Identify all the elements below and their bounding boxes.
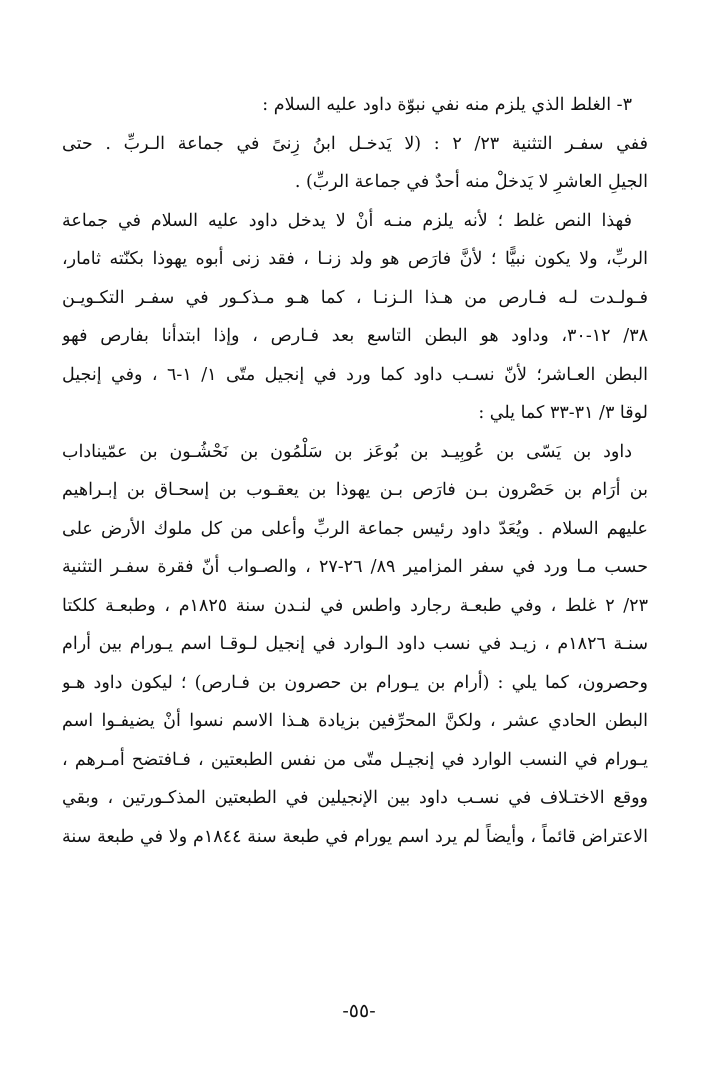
page-number: -٥٥- xyxy=(342,1000,376,1022)
genealogy-line: داود بن يَسّى بن عُوبِيـد بن بُوعَز بن سَلْمُون بن نَحْشُـون بن عمّيناداب xyxy=(62,441,632,462)
text-line: عليهم السلام . ويُعَدّ داود رئيس جماعة الربِّ وأعلى من كل ملوك الأرض على xyxy=(62,518,648,539)
section-heading: ٣- الغلط الذي يلزم منه نفي نبوّة داود عليه السلام : xyxy=(262,95,632,115)
text-line: ففي سفـر التثنية ٢٣/ ٢ : (لا يَدخـل ابنُ زِنىً في جماعة الـربِّ . حتى xyxy=(62,133,648,154)
text-line: الربِّ، ولا يكون نبيًّا ؛ لأنَّ فارَص هو ولد زنـا ، فقد زنى أبوه يهوذا بكنّته ثامار، xyxy=(62,249,648,269)
text-line: سنـة ١٨٢٦م ، زيـد في نسب داود الـوارد في إنجيل لـوقـا اسم يـورام بين أرام xyxy=(62,634,648,654)
text-line: ٣٨/ ١٢-٣٠، وداود هو البطن التاسع بعد فـارص ، وإذا ابتدأنا بفارص فهو xyxy=(62,326,648,346)
text-line: يـورام في النسب الوارد في إنجيـل متّى من نفس الطبعتين ، فـافتضح أمـرهم ، xyxy=(62,749,648,770)
text-line: الاعتراض قائماً ، وأيضاً لم يرد اسم يورام في طبعة سنة ١٨٤٤م ولا في طبعة سنة xyxy=(62,826,648,847)
genealogy-line: بن أرَام بن حَصْرون بـن فارَص بـن يهوذا بن يعقـوب بن إسحـاق بن إبـراهيم xyxy=(62,480,648,500)
text-line: البطن الحادي عشر ، ولكنَّ المحرِّفين بزيادة هـذا الاسم نسوا أنْ يضيفـوا اسم xyxy=(62,711,648,731)
text-line: ٢٣/ ٢ غلط ، وفي طبعـة رجارد واطس في لنـدن سنة ١٨٢٥م ، وطبعـة كلكتا xyxy=(62,595,648,616)
text-line: ووقع الاختـلاف في نسـب داود بين الإنجيلين في الطبعتين المذكـورتين ، وبقي xyxy=(62,788,648,808)
text-line: لوقا ٣/ ٣١-٣٣ كما يلي : xyxy=(478,403,648,423)
text-line: فـولـدت لـه فـارص من هـذا الـزنـا ، كما هـو مـذكـور في سفـر التكـويـن xyxy=(62,287,648,308)
text-line: البطن العـاشر؛ لأنّ نسـب داود كما ورد في إنجيل متّى ١/ ١-٦ ، وفي إنجيل xyxy=(62,364,648,385)
text-line: الجيلِ العاشرِ لا يَدخلْ منه أحدٌ في جماعة الربِّ) . xyxy=(294,172,648,192)
page-body xyxy=(62,86,648,856)
text-line: حسب مـا ورد في سفر المزامير ٨٩/ ٢٦-٢٧ ، والصـواب أنّ فقرة سفـر التثنية xyxy=(62,557,648,577)
text-line: وحصرون، كما يلي : (أرام بن يـورام بن حصرون بن فـارص) ؛ ليكون داود هـو xyxy=(62,672,648,693)
text-line: فهذا النص غلط ؛ لأنه يلزم منـه أنْ لا يدخل داود عليه السلام في جماعة xyxy=(62,210,632,231)
